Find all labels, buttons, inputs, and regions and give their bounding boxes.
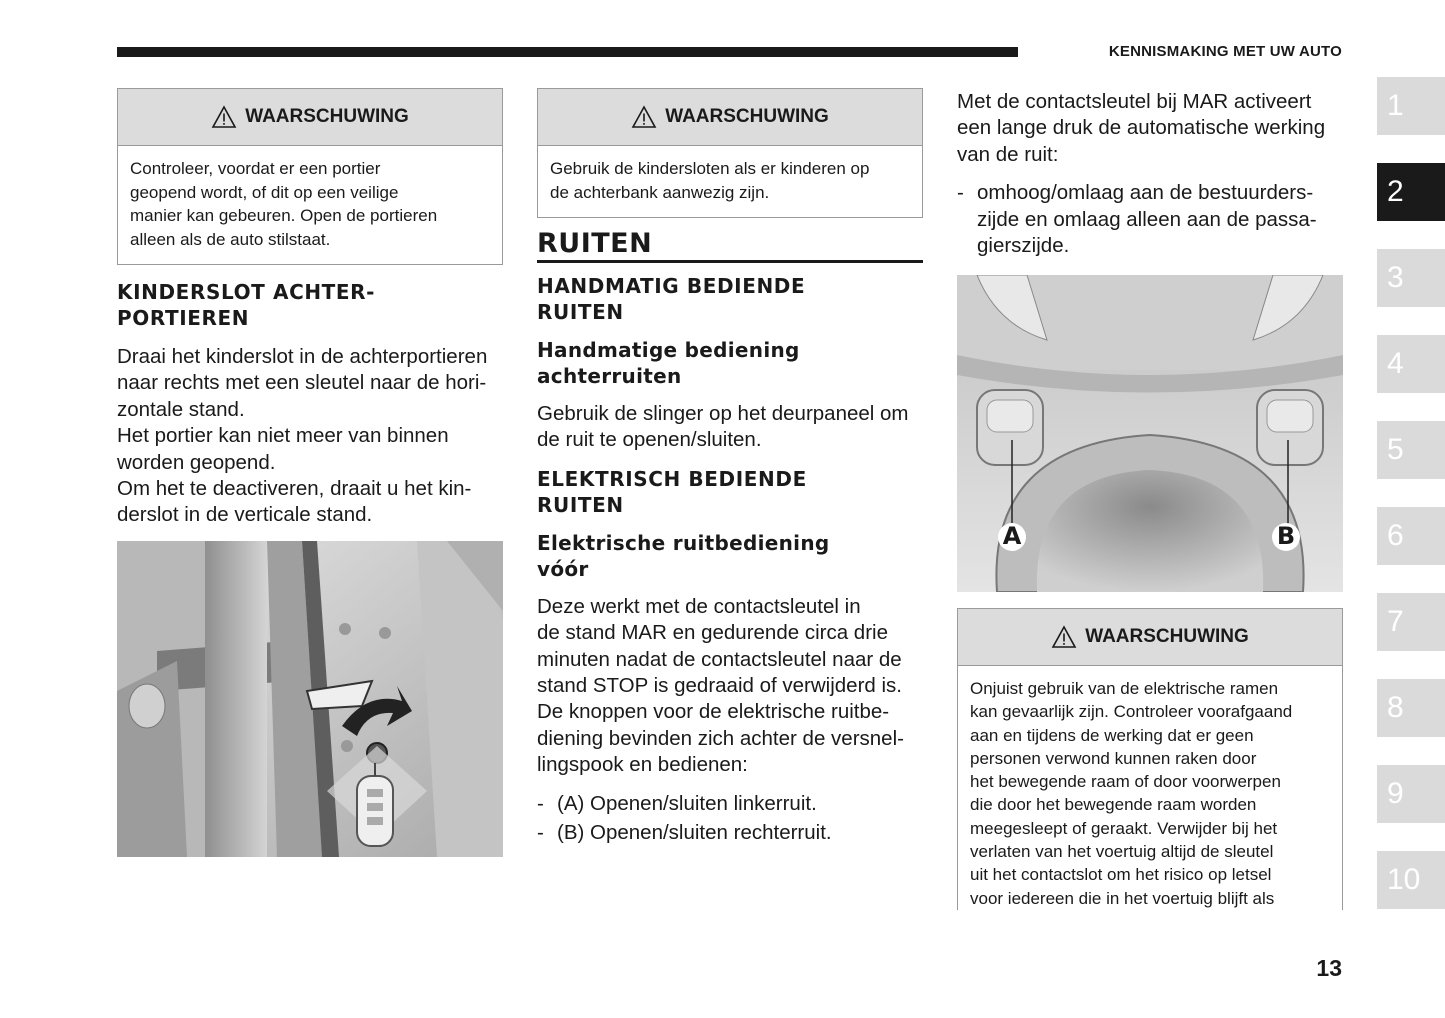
text-line: Met de contactsleutel bij MAR activeert bbox=[957, 90, 1312, 113]
list-item bbox=[957, 180, 1343, 259]
subheading-ruitbediening bbox=[537, 530, 923, 582]
list-item-text: (A) Openen/sluiten linkerruit. bbox=[557, 791, 817, 815]
window-buttons-list bbox=[537, 791, 923, 847]
paragraph-kinderslot bbox=[117, 344, 503, 529]
text-line: van de ruit: bbox=[957, 142, 1059, 166]
text-line: aan en tijdens de werking dat er geen bbox=[970, 725, 1254, 745]
tab-chapter-9[interactable]: 9 bbox=[1377, 765, 1445, 823]
text-line: zijde en omlaag alleen aan de passa- bbox=[977, 207, 1317, 231]
mar-list bbox=[957, 180, 1343, 259]
text-line: omhoog/omlaag aan de bestuurders- bbox=[977, 181, 1314, 205]
text-line: Het portier kan niet meer van binnen bbox=[117, 424, 449, 448]
tab-chapter-8[interactable]: 8 bbox=[1377, 679, 1445, 737]
text-line: Onjuist gebruik van de elektrische ramen bbox=[970, 679, 1279, 698]
text-line: Draai het kinderslot in de achterportieren bbox=[117, 345, 488, 368]
warning-box bbox=[117, 88, 503, 265]
list-dash: - bbox=[537, 791, 544, 815]
tab-chapter-5[interactable]: 5 bbox=[1377, 421, 1445, 479]
warning-box bbox=[537, 88, 923, 218]
text-line: de achterbank aanwezig zijn. bbox=[550, 182, 770, 202]
label-b: B bbox=[1276, 522, 1296, 550]
text-line: Om het te deactiveren, draait u het kin- bbox=[117, 477, 472, 501]
label-a: A bbox=[1002, 522, 1022, 550]
paragraph-mar bbox=[957, 89, 1343, 168]
paragraph-handmatig bbox=[537, 401, 923, 454]
text-line: naar rechts met een sleutel naar de hori- bbox=[117, 371, 487, 395]
text-line: alleen als de auto stilstaat. bbox=[130, 229, 331, 249]
text-line: zontale stand. bbox=[117, 397, 245, 421]
text-line: personen verwond kunnen raken door bbox=[970, 748, 1257, 768]
text-line: meegesleept of geraakt. Verwijder bij het bbox=[970, 818, 1278, 838]
child-lock-figure bbox=[117, 541, 503, 857]
text-line: Controleer, voordat er een portier bbox=[130, 159, 381, 178]
text-line: minuten nadat de contactsleutel naar de bbox=[537, 647, 902, 671]
text-line: worden geopend. bbox=[117, 450, 276, 474]
column-3 bbox=[957, 89, 1343, 259]
text-line: diening bevinden zich achter de versnel- bbox=[537, 726, 904, 750]
warning-text bbox=[958, 666, 1342, 910]
text-line: De knoppen voor de elektrische ruitbe- bbox=[537, 700, 890, 724]
child-lock-illustration bbox=[117, 541, 503, 857]
heading-line: PORTIEREN bbox=[117, 306, 250, 330]
text-line: de ruit te openen/sluiten. bbox=[537, 428, 762, 452]
heading-line: HANDMATIG BEDIENDE bbox=[537, 274, 806, 298]
tab-chapter-4[interactable]: 4 bbox=[1377, 335, 1445, 393]
text-line: de stand MAR en gedurende circa drie bbox=[537, 621, 888, 645]
text-line: derslot in de verticale stand. bbox=[117, 503, 373, 527]
heading-handmatig bbox=[537, 273, 923, 325]
list-item-text: (B) Openen/sluiten rechterruit. bbox=[557, 821, 832, 845]
warning-header bbox=[538, 89, 922, 146]
section-heading-ruiten: RUITEN bbox=[537, 228, 923, 263]
heading-elektrisch bbox=[537, 466, 923, 518]
heading-line: RUITEN bbox=[537, 300, 624, 324]
page-number: 13 bbox=[1316, 955, 1342, 981]
list-dash: - bbox=[957, 181, 964, 205]
heading-line: RUITEN bbox=[537, 492, 624, 517]
text-line: stand STOP is gedraaid of verwijderd is. bbox=[537, 674, 903, 698]
warning-text bbox=[538, 146, 922, 217]
window-buttons-figure bbox=[957, 275, 1343, 592]
list-item bbox=[537, 791, 923, 817]
text-line: uit het contactslot om het risico op letsel bbox=[970, 865, 1272, 885]
subheading-achterruiten bbox=[537, 337, 923, 389]
warning-triangle-icon bbox=[211, 105, 237, 129]
warning-box-3-clip bbox=[957, 608, 1343, 910]
tab-chapter-2[interactable]: 2 bbox=[1377, 163, 1445, 221]
list-item bbox=[537, 820, 923, 846]
tab-chapter-1[interactable]: 1 bbox=[1377, 77, 1445, 135]
warning-title: WAARSCHUWING bbox=[665, 106, 829, 127]
heading-line: achterruiten bbox=[537, 364, 682, 388]
warning-header bbox=[958, 609, 1342, 666]
heading-line: vóór bbox=[537, 556, 589, 581]
tab-chapter-10[interactable]: 10 bbox=[1377, 851, 1445, 909]
warning-title: WAARSCHUWING bbox=[1085, 626, 1249, 647]
tab-chapter-7[interactable]: 7 bbox=[1377, 593, 1445, 651]
text-line: een lange druk de automatische werking bbox=[957, 116, 1326, 140]
column-1 bbox=[117, 88, 503, 529]
warning-header bbox=[118, 89, 502, 146]
heading-kinderslot bbox=[117, 279, 503, 331]
warning-text bbox=[118, 146, 502, 264]
tab-chapter-3[interactable]: 3 bbox=[1377, 249, 1445, 307]
text-line: Gebruik de slinger op het deurpaneel om bbox=[537, 402, 909, 425]
heading-line: KINDERSLOT ACHTER- bbox=[117, 280, 376, 304]
heading-line: Elektrische ruitbediening bbox=[537, 530, 830, 555]
warning-title: WAARSCHUWING bbox=[245, 106, 409, 127]
text-line: geopend wordt, of dit op een veilige bbox=[130, 182, 399, 202]
text-line: Deze werkt met de contactsleutel in bbox=[537, 594, 861, 618]
tab-chapter-6[interactable]: 6 bbox=[1377, 507, 1445, 565]
heading-line: Handmatige bediening bbox=[537, 338, 800, 362]
text-line: kan gevaarlijk zijn. Controleer voorafgaand bbox=[970, 702, 1293, 722]
paragraph-elektrisch bbox=[537, 594, 923, 779]
text-line: manier kan gebeuren. Open de portieren bbox=[130, 206, 438, 225]
warning-triangle-icon bbox=[631, 105, 657, 129]
list-dash: - bbox=[537, 821, 544, 845]
text-line: die door het bewegende raam worden bbox=[970, 795, 1257, 815]
warning-triangle-icon bbox=[1051, 625, 1077, 649]
warning-box bbox=[957, 608, 1343, 910]
text-line: voor iedereen die in het voertuig blijft als bbox=[970, 888, 1275, 908]
column-2 bbox=[537, 88, 923, 846]
text-line: verlaten van het voertuig altijd de sleutel bbox=[970, 842, 1274, 862]
text-line: lingspook en bedienen: bbox=[537, 753, 748, 777]
section-title: KENNISMAKING MET UW AUTO bbox=[1108, 43, 1342, 60]
text-line: gierszijde. bbox=[977, 234, 1070, 258]
text-line: het bewegende raam of door voorwerpen bbox=[970, 772, 1281, 792]
header-rule bbox=[117, 47, 1018, 57]
heading-line: ELEKTRISCH BEDIENDE bbox=[537, 466, 807, 491]
text-line: Gebruik de kindersloten als er kinderen op bbox=[550, 159, 870, 178]
